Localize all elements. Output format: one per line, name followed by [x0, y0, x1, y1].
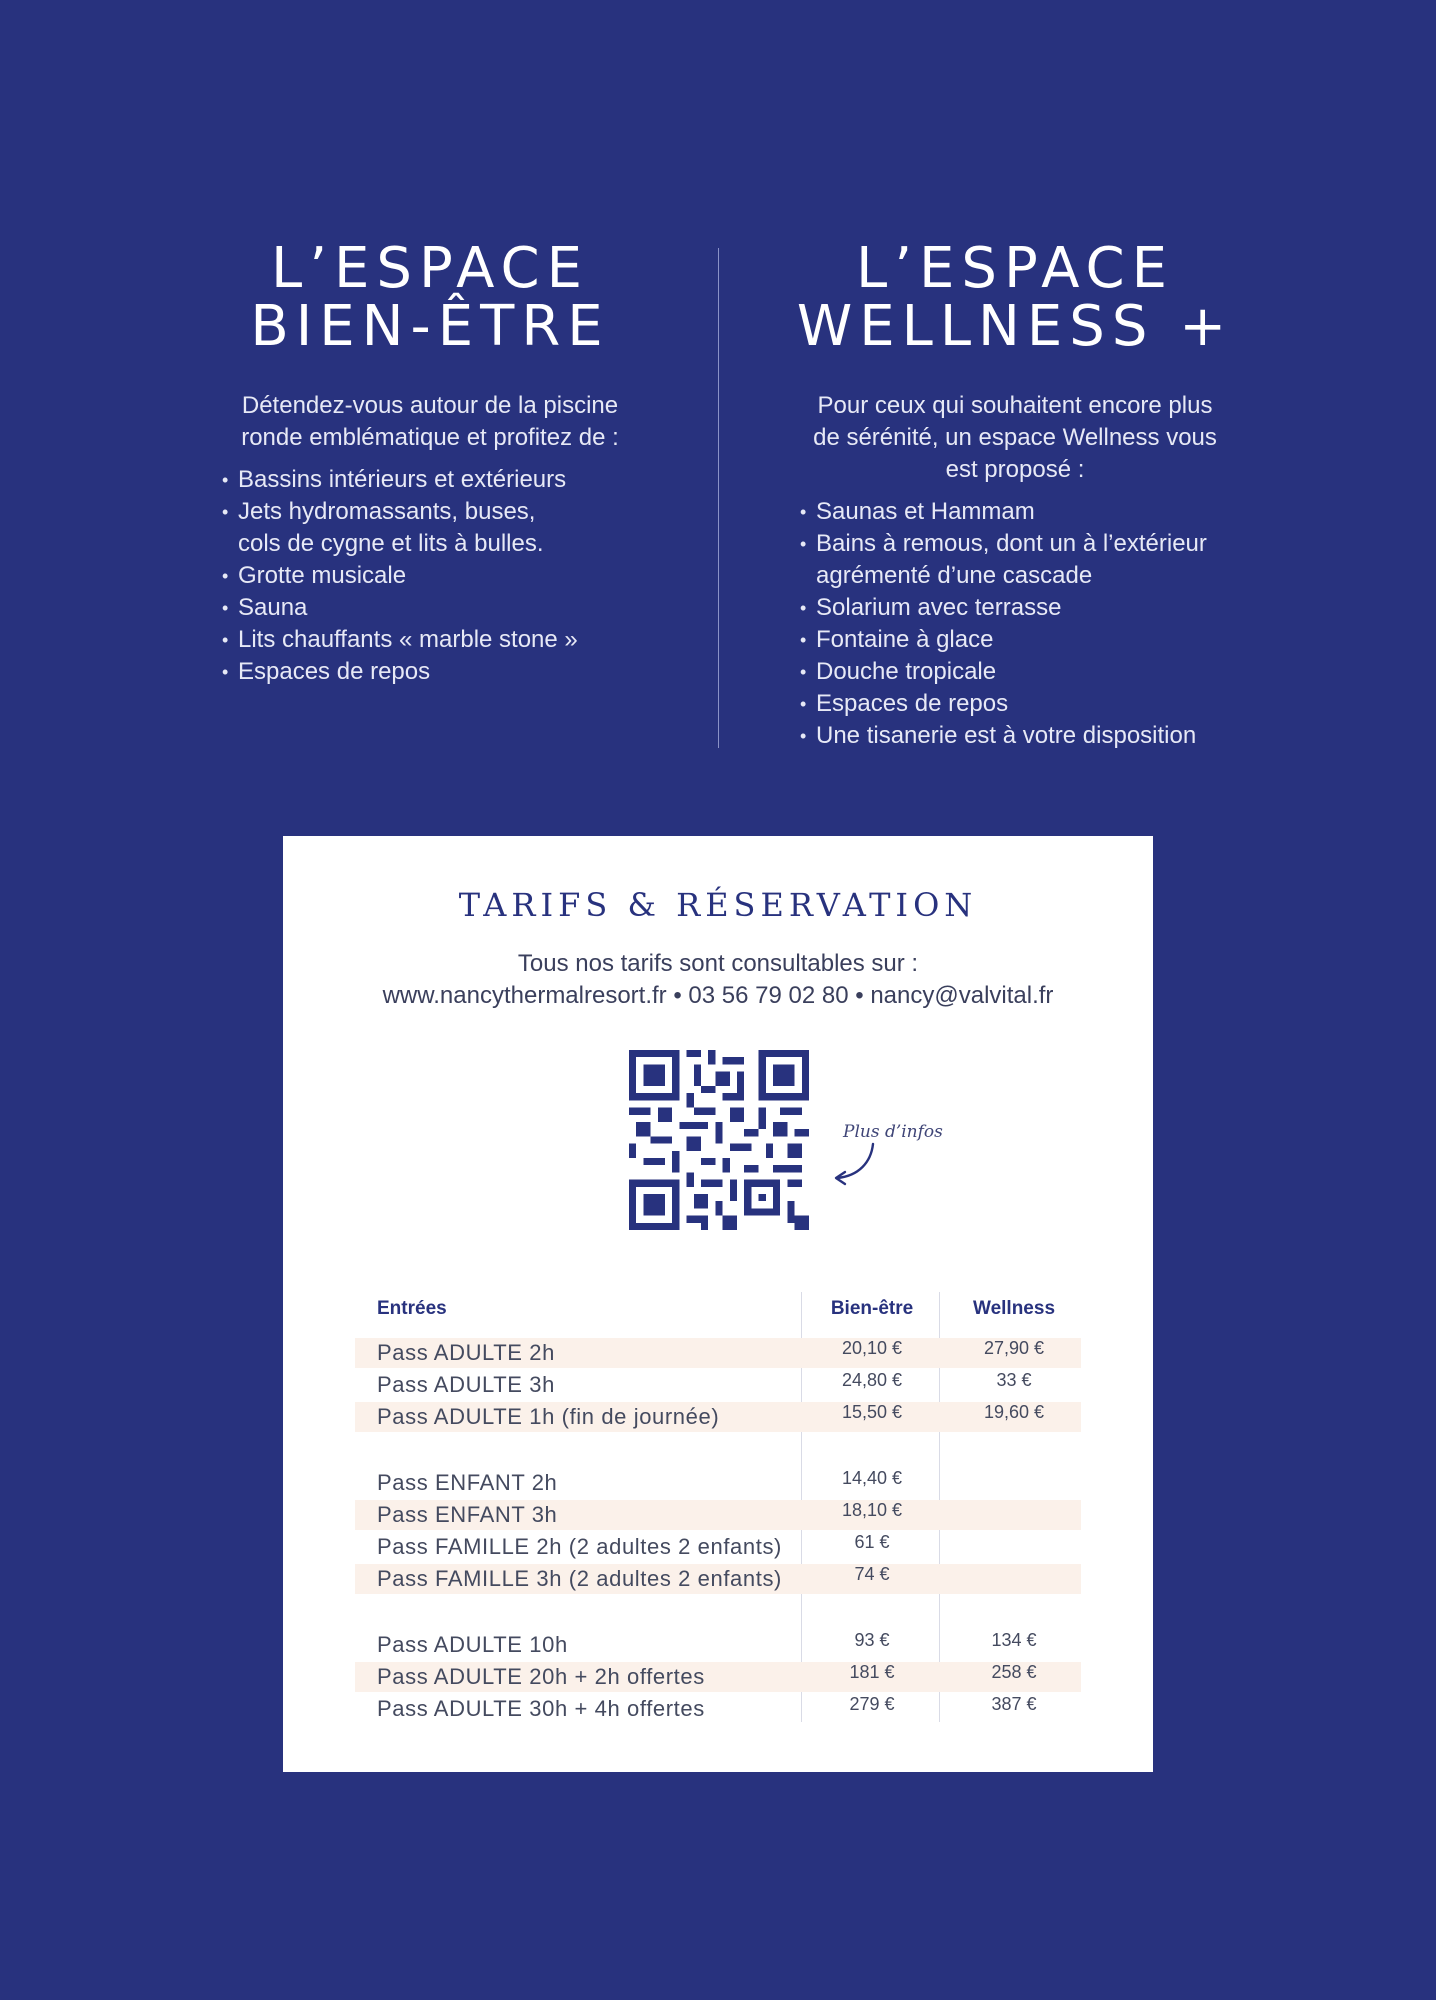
separator: •: [673, 982, 682, 1009]
row-label: Pass ADULTE 30h + 4h offertes: [377, 1696, 705, 1721]
list-item: • Bains à remous, dont un à l’extérieur: [800, 528, 1250, 560]
table-row: [355, 1694, 1081, 1724]
row-label: Pass FAMILLE 2h (2 adultes 2 enfants): [377, 1534, 782, 1559]
list-item: • Jets hydromassants, buses,: [222, 496, 660, 528]
wellness-intro: [780, 390, 1250, 486]
table-row: [355, 1532, 1081, 1562]
table-row: [355, 1662, 1081, 1692]
table-row: [355, 1564, 1081, 1594]
phone-link[interactable]: 03 56 79 02 80: [688, 982, 849, 1009]
tarifs-title: TARIFS & RÉSERVATION: [458, 886, 978, 924]
header-wellness: Wellness: [972, 1298, 1056, 1319]
row-label: Pass ADULTE 1h (fin de journée): [377, 1404, 720, 1429]
list-item-continuation: agrémenté d’une cascade: [816, 562, 1093, 589]
wellness-list: [800, 496, 1250, 752]
column-divider: [718, 248, 719, 748]
header-bien-etre: Bien-être: [830, 1298, 914, 1319]
email-link[interactable]: nancy@valvital.fr: [870, 982, 1054, 1009]
price-bien-etre: 181 €: [849, 1662, 895, 1682]
table-row: [355, 1370, 1081, 1400]
row-label: Pass ADULTE 2h: [377, 1340, 555, 1365]
intro-line: est proposé :: [945, 456, 1085, 483]
qr-note: Plus d’infos: [843, 1122, 943, 1142]
price-bien-etre: 61 €: [854, 1532, 890, 1552]
list-item: • Grotte musicale: [222, 560, 660, 592]
list-item-continuation: cols de cygne et lits à bulles.: [238, 530, 544, 557]
curved-arrow-icon: [825, 1140, 895, 1190]
price-wellness: 27,90 €: [983, 1338, 1045, 1358]
info-line: Tous nos tarifs sont consultables sur :: [517, 950, 919, 977]
intro-line: ronde emblématique et profitez de :: [241, 424, 619, 451]
price-bien-etre: 74 €: [854, 1564, 890, 1584]
price-bien-etre: 14,40 €: [841, 1468, 903, 1488]
row-label: Pass ENFANT 2h: [377, 1470, 558, 1495]
espace-bien-etre-section: [200, 236, 660, 688]
list-item: • Fontaine à glace: [800, 624, 1250, 656]
intro-line: de sérénité, un espace Wellness vous: [813, 424, 1217, 451]
price-wellness: 19,60 €: [983, 1402, 1045, 1422]
qr-code-icon[interactable]: [629, 1050, 809, 1230]
list-item: • Douche tropicale: [800, 656, 1250, 688]
price-bien-etre: 24,80 €: [841, 1370, 903, 1390]
list-item: • Solarium avec terrasse: [800, 592, 1250, 624]
bien-etre-list: [222, 464, 660, 688]
price-wellness: 134 €: [991, 1630, 1037, 1650]
list-item: • Espaces de repos: [222, 656, 660, 688]
wellness-title: [780, 236, 1250, 359]
intro-line: Pour ceux qui souhaitent encore plus: [817, 392, 1213, 419]
header-entrees: Entrées: [377, 1298, 447, 1319]
title-line: L’ESPACE: [856, 236, 1174, 301]
bien-etre-intro: [200, 390, 660, 454]
row-label: Pass FAMILLE 3h (2 adultes 2 enfants): [377, 1566, 782, 1591]
intro-line: Détendez-vous autour de la piscine: [241, 392, 619, 419]
price-bien-etre: 93 €: [854, 1630, 890, 1650]
bien-etre-title: [200, 236, 660, 359]
price-wellness: 258 €: [991, 1662, 1037, 1682]
list-item: • Bassins intérieurs et extérieurs: [222, 464, 660, 496]
website-link[interactable]: www.nancythermalresort.fr: [382, 982, 667, 1009]
list-item: • Espaces de repos: [800, 688, 1250, 720]
espace-wellness-section: [780, 236, 1250, 752]
table-row: [355, 1630, 1081, 1660]
table-row: [355, 1402, 1081, 1432]
row-label: Pass ENFANT 3h: [377, 1502, 558, 1527]
table-row: [355, 1500, 1081, 1530]
table-row: [355, 1338, 1081, 1368]
price-bien-etre: 18,10 €: [841, 1500, 903, 1520]
row-label: Pass ADULTE 10h: [377, 1632, 568, 1657]
row-label: Pass ADULTE 20h + 2h offertes: [377, 1664, 705, 1689]
contact-info: [283, 948, 1153, 1012]
price-bien-etre: 279 €: [849, 1694, 895, 1714]
list-item: • Sauna: [222, 592, 660, 624]
tarifs-card: [283, 836, 1153, 1772]
table-row: [355, 1468, 1081, 1498]
title-line: BIEN-ÊTRE: [250, 294, 610, 359]
separator: •: [855, 982, 864, 1009]
price-wellness: 387 €: [991, 1694, 1037, 1714]
title-line: WELLNESS +: [796, 294, 1234, 359]
list-item: • Saunas et Hammam: [800, 496, 1250, 528]
price-wellness: 33 €: [996, 1370, 1032, 1390]
title-line: L’ESPACE: [271, 236, 589, 301]
price-bien-etre: 15,50 €: [841, 1402, 903, 1422]
price-bien-etre: 20,10 €: [841, 1338, 903, 1358]
list-item: • Une tisanerie est à votre disposition: [800, 720, 1250, 752]
list-item: • Lits chauffants « marble stone »: [222, 624, 660, 656]
row-label: Pass ADULTE 3h: [377, 1372, 555, 1397]
